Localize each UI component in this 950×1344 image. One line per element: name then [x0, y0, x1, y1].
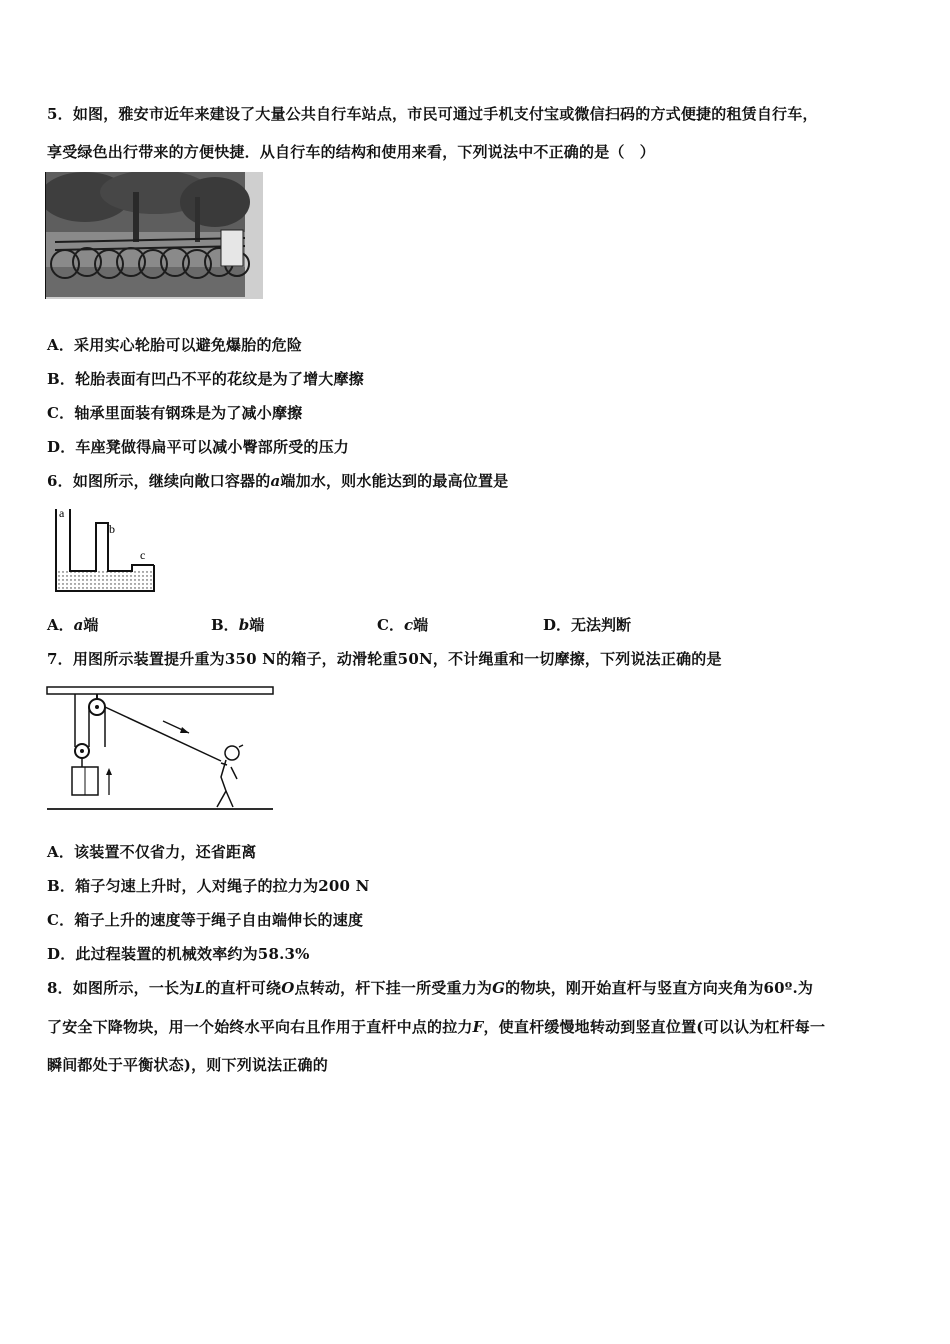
q5-stem-line1: 5．如图，雅安市近年来建设了大量公共自行车站点，市民可通过手机支付宝或微信扫码的方式便捷的租赁自行车，: [47, 105, 818, 123]
q6-option-b[interactable]: B．b端: [211, 616, 265, 634]
q5-option-d[interactable]: D．车座凳做得扁平可以减小臀部所受的压力: [47, 438, 350, 456]
q6-option-c[interactable]: C．c端: [377, 616, 429, 634]
vessel-label-c: c: [140, 548, 146, 562]
vessel-label-b: b: [109, 522, 115, 536]
pulley-system-diagram: [45, 683, 277, 818]
q5-option-c[interactable]: C．轴承里面装有钢珠是为了减小摩擦: [47, 404, 303, 422]
q7-option-b[interactable]: B．箱子匀速上升时，人对绳子的拉力为200 N: [47, 877, 370, 895]
q8-stem-line2: 了安全下降物块，用一个始终水平向右且作用于直杆中点的拉力F，使直杆缓慢地转动到竖直位置(可以认为杠杆每一: [47, 1018, 826, 1036]
connected-vessel-diagram: [50, 503, 160, 595]
q5-option-b[interactable]: B．轮胎表面有凹凸不平的花纹是为了增大摩擦: [47, 370, 364, 388]
q7-option-c[interactable]: C．箱子上升的速度等于绳子自由端伸长的速度: [47, 911, 364, 929]
q5-stem-line2: 享受绿色出行带来的方便快捷．从自行车的结构和使用来看，下列说法中不正确的是（ ）: [47, 143, 656, 161]
q5-option-a[interactable]: A．采用实心轮胎可以避免爆胎的危险: [47, 336, 303, 354]
q7-option-a[interactable]: A．该装置不仅省力，还省距离: [47, 843, 257, 861]
vessel-label-a: a: [59, 506, 65, 520]
bicycle-station-photo: [45, 172, 263, 299]
q6-stem: 6．如图所示，继续向敞口容器的a端加水，则水能达到的最高位置是: [47, 472, 509, 490]
q6-option-d[interactable]: D．无法判断: [543, 616, 632, 634]
q6-option-a[interactable]: A．a端: [47, 616, 99, 634]
q8-stem-line1: 8．如图所示，一长为L的直杆可绕O点转动，杆下挂一所受重力为G的物块，刚开始直杆与竖直方向夹角为60º.为: [47, 979, 814, 997]
q8-stem-line3: 瞬间都处于平衡状态)，则下列说法正确的: [47, 1056, 328, 1074]
q7-option-d[interactable]: D．此过程装置的机械效率约为58.3%: [47, 945, 310, 963]
q6-options: [47, 614, 647, 634]
q7-stem: 7．用图所示装置提升重为350 N的箱子，动滑轮重50N，不计绳重和一切摩擦，下列说法正确的是: [47, 650, 722, 668]
